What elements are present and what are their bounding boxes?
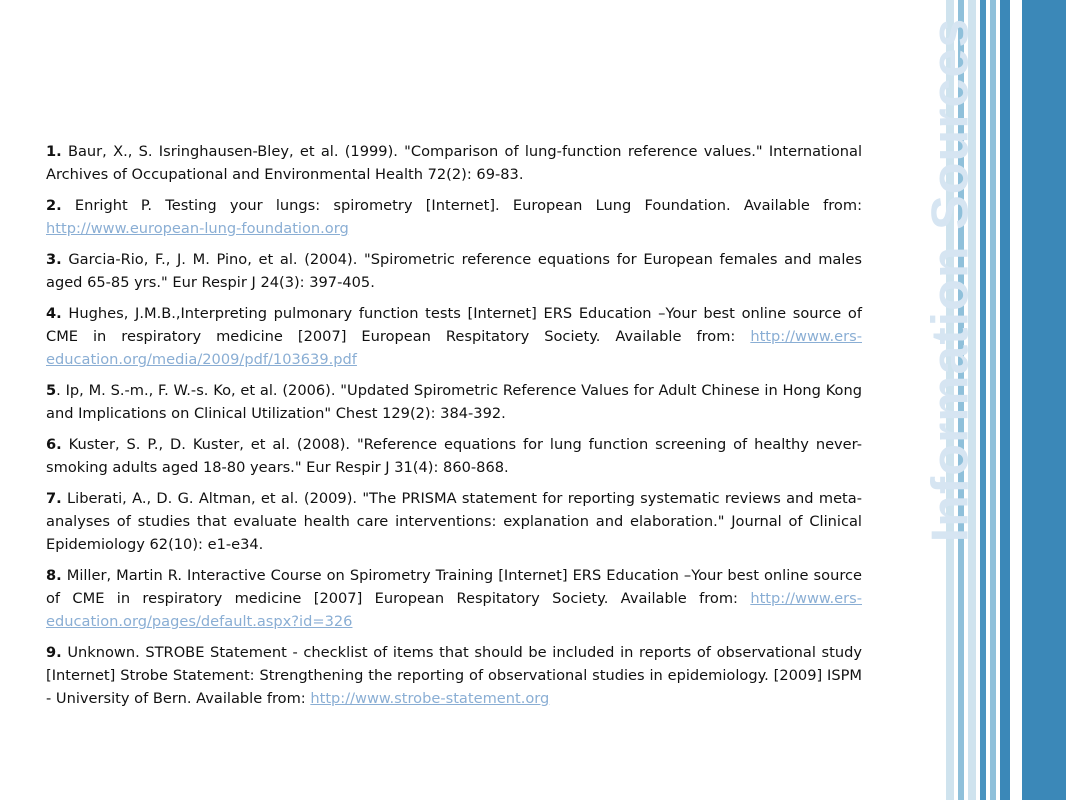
stripe [1014,0,1018,800]
reference-item [46,302,862,371]
slide-title-container [921,0,980,560]
reference-number: 8. [46,567,62,584]
reference-number: 1. [46,143,62,160]
slide-title: Information Sources [921,17,980,543]
reference-item [46,487,862,556]
stripe [1000,0,1010,800]
reference-number: 9. [46,644,62,661]
reference-text: . Ip, M. S.-m., F. W.-s. Ko, et al. (2006). "Updated Spirometric Reference Values for Adult Chinese in Hong Kong and Implications on Clinical Utilization" Chest 129(2): 384-392. [46,382,862,422]
stripe [990,0,996,800]
reference-link[interactable]: http://www.ers-education.org/pages/default.aspx?id=326 [46,590,862,630]
reference-link[interactable]: http://www.strobe-statement.org [310,690,550,707]
reference-list [46,140,862,718]
reference-item [46,248,862,294]
reference-text: Unknown. STROBE Statement - checklist of items that should be included in reports of observational study [Internet] Strobe Statement: Strengthening the reporting of observational studies in epidemiology. [2009] ISPM - University of Bern. Available from: [46,644,862,707]
reference-item [46,379,862,425]
stripe [1022,0,1066,800]
reference-text: Kuster, S. P., D. Kuster, et al. (2008). "Reference equations for lung function screening of healthy never-smoking adults aged 18-80 years." Eur Respir J 31(4): 860-868. [46,436,862,476]
reference-item [46,641,862,710]
reference-link[interactable]: http://www.ers-education.org/media/2009/pdf/103639.pdf [46,328,862,368]
reference-text: Baur, X., S. Isringhausen-Bley, et al. (1999). "Comparison of lung-function reference values." International Archives of Occupational and Environmental Health 72(2): 69-83. [46,143,862,183]
reference-number: 5 [46,382,57,399]
stripe [980,0,986,800]
reference-item [46,140,862,186]
reference-text: Miller, Martin R. Interactive Course on Spirometry Training [Internet] ERS Education –Your best online source of CME in respiratory medicine [2007] European Respitatory Society. Available from: [46,567,862,607]
reference-text: Hughes, J.M.B.,Interpreting pulmonary function tests [Internet] ERS Education –Your best online source of CME in respiratory medicine [2007] European Respitatory Society. Available from: [46,305,862,345]
reference-item [46,194,862,240]
reference-item [46,564,862,633]
reference-number: 3. [46,251,62,268]
reference-item [46,433,862,479]
reference-number: 2. [46,197,62,214]
reference-text: Enright P. Testing your lungs: spirometry [Internet]. European Lung Foundation. Available from: [61,197,862,214]
reference-number: 4. [46,305,62,322]
reference-number: 7. [46,490,62,507]
reference-link[interactable]: http://www.european-lung-foundation.org [46,220,349,237]
reference-text: Liberati, A., D. G. Altman, et al. (2009). "The PRISMA statement for reporting systematic reviews and meta-analyses of studies that evaluate health care interventions: explanation and elaboration." Journal of Clinical Epidemiology 62(10): e1-e34. [46,490,862,553]
reference-text: Garcia-Rio, F., J. M. Pino, et al. (2004). "Spirometric reference equations for European females and males aged 65-85 yrs." Eur Respir J 24(3): 397-405. [46,251,862,291]
reference-number: 6. [46,436,62,453]
